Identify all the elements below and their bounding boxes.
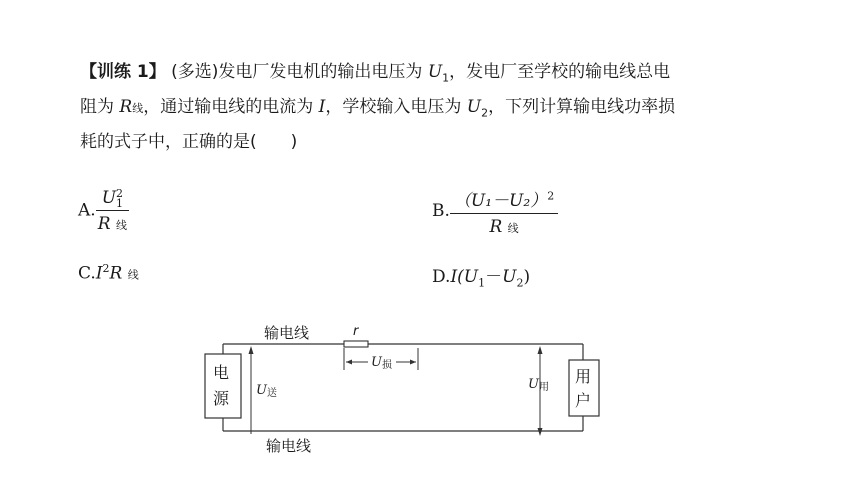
- arrow-up-icon: [249, 346, 254, 354]
- arrow-right-icon: [410, 360, 416, 365]
- question-text: (多选)发电厂发电机的输出电压为: [165, 62, 428, 82]
- power-source-label-1: 电: [213, 363, 230, 382]
- user-label-2: 户: [575, 391, 592, 410]
- bottom-wire-label: 输电线: [266, 437, 312, 455]
- arrow-left-icon: [346, 360, 352, 365]
- top-wire-label: 输电线: [264, 324, 310, 342]
- resistor-icon: [344, 341, 368, 347]
- arrow-down-icon: [538, 428, 543, 436]
- option-a-fraction: U 2 1 R 线: [96, 188, 129, 234]
- user-label-1: 用: [575, 367, 592, 386]
- u-send-label: U送: [256, 383, 277, 399]
- question-line-1: 【训练 1】 (多选)发电厂发电机的输出电压为 $U_1$，发电厂至学校的输电线总电: [80, 62, 671, 85]
- option-a[interactable]: A. U 2 1 R 线: [78, 188, 129, 234]
- power-source-label-2: 源: [213, 389, 230, 408]
- option-c[interactable]: $C.I^2R$ 线: [78, 262, 139, 284]
- option-b-fraction: $\frac{(U_1-U_2)^2}{\text{R 线}}$: [450, 186, 558, 237]
- u-use-label: U用: [528, 377, 549, 393]
- circuit-diagram: [196, 318, 616, 466]
- arrow-up-icon: [538, 346, 543, 354]
- option-b[interactable]: B. $\frac{(U_1-U_2)^2}{\text{R 线}}$: [432, 186, 558, 237]
- u-loss-label: U损: [371, 355, 392, 371]
- option-d[interactable]: $D.I(U_1-U_2)$: [432, 267, 531, 290]
- question-line-2: 阻为 R线，通过输电线的电流为 I，学校输入电压为 $U_2$，下列计算输电线功率损: [80, 97, 676, 120]
- resistor-label: r: [353, 324, 359, 339]
- question-line-3: 耗的式子中，正确的是( ): [80, 132, 298, 152]
- question-tag: 【训练 1】: [80, 62, 166, 82]
